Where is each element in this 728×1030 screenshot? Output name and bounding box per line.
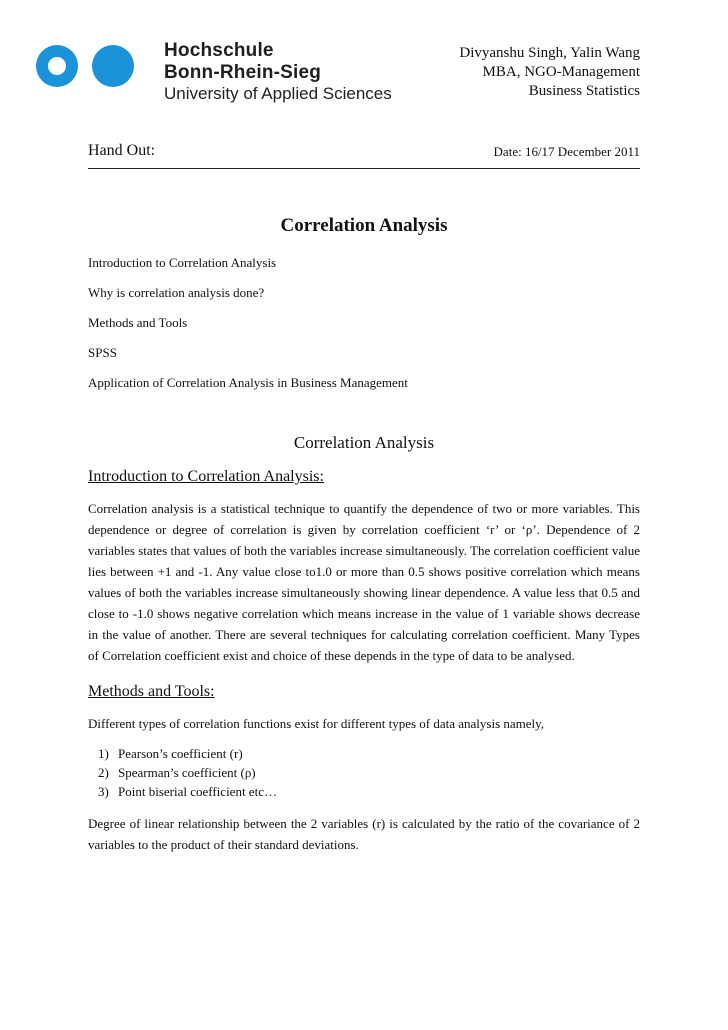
- methods-closing: Degree of linear relationship between the 2 variables (r) is calculated by the ratio of the covariance of 2 variables to the product of their standard deviations.: [88, 816, 640, 852]
- handout-row: [88, 142, 640, 166]
- handout-label: Hand Out:: [88, 142, 156, 159]
- list-item: [88, 744, 640, 763]
- list-item: [88, 782, 640, 801]
- toc-item: Application of Correlation Analysis in Business Management: [88, 375, 408, 390]
- intro-paragraph: Correlation analysis is a statistical technique to quantify the dependence of two or more variables. This dependence or degree of correlation is given by correlation coefficient ‘r’ or ‘ρ’. Dependence of 2 variables states that values of both the variables increase simultaneously. The correlation coefficient value lies between +1 and -1. Any value close to1.0 or more than 0.5 shows positive correlation which means values of both the variables increase simultaneously showing linear dependence. A value less that 0.5 and close to -1.0 shows negative correlation which means increase in the value of 1 variable shows decrease in the value of another. There are several techniques for calculating correlation coefficient. Many Types of Correlation coefficient exist and choice of these depends in the type of data to be analysed.: [88, 501, 640, 663]
- program-name: MBA, NGO-Management: [482, 64, 640, 80]
- list-item: [88, 763, 640, 782]
- date-label: Date: 16/17 December 2011: [493, 144, 640, 159]
- intro-heading: Introduction to Correlation Analysis:: [88, 468, 324, 485]
- logo-wordmark: [164, 40, 321, 84]
- logo-ring-icon: [36, 45, 78, 87]
- logo-name-line1: Hochschule: [164, 40, 274, 61]
- section-title: Correlation Analysis: [293, 433, 435, 452]
- university-logo: [36, 40, 396, 110]
- course-name: Business Statistics: [528, 83, 640, 99]
- author-names: Divyanshu Singh, Yalin Wang: [459, 45, 640, 61]
- toc-item: SPSS: [88, 345, 117, 360]
- methods-heading: Methods and Tools:: [88, 683, 215, 700]
- header-divider: [88, 168, 640, 169]
- author-block: [459, 44, 640, 101]
- page-title: Correlation Analysis: [280, 215, 448, 236]
- list-text: Spearman’s coefficient (ρ): [118, 765, 256, 780]
- toc-item: Why is correlation analysis done?: [88, 285, 265, 300]
- toc-item: Methods and Tools: [88, 315, 188, 330]
- coefficient-list: [88, 744, 640, 801]
- list-text: Point biserial coefficient etc…: [118, 784, 277, 799]
- list-number: 3): [98, 784, 109, 799]
- logo-subtitle: University of Applied Sciences: [164, 84, 392, 103]
- document-body: [88, 215, 640, 865]
- toc-item: Introduction to Correlation Analysis: [88, 255, 277, 270]
- table-of-contents: [88, 255, 640, 391]
- list-number: 2): [98, 765, 109, 780]
- methods-intro: Different types of correlation functions exist for different types of data analysis namely,: [88, 716, 545, 731]
- logo-dot-icon: [92, 45, 134, 87]
- list-number: 1): [98, 746, 109, 761]
- logo-name-line2: Bonn-Rhein-Sieg: [164, 62, 322, 83]
- list-text: Pearson’s coefficient (r): [118, 746, 243, 761]
